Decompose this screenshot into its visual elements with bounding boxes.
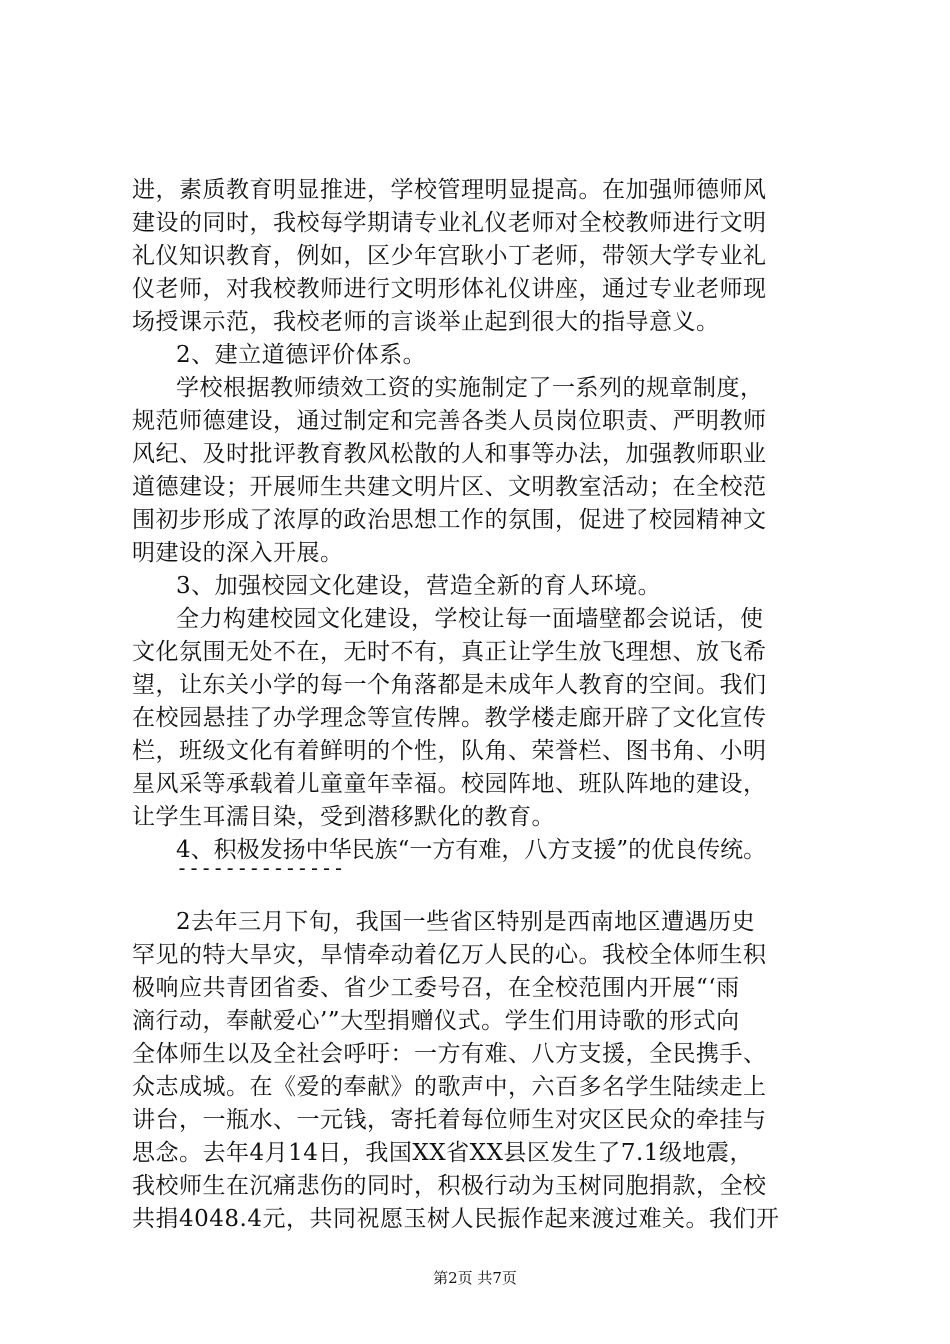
paragraph-line: 建设的同时，我校每学期请专业礼仪老师对全校教师进行文明 [132,210,767,236]
paragraph-line: 仪老师，对我校教师进行文明形体礼仪讲座，通过专业老师现 [132,276,767,302]
paragraph-line: 众志成城。在《爱的奉献》的歌声中，六百多名学生陆续走上 [132,1074,767,1100]
paragraph-line: 共捐4048.4元，共同祝愿玉树人民振作起来渡过难关。我们开 [132,1206,780,1232]
paragraph-line: 我校师生在沉痛悲伤的同时，积极行动为玉树同胞捐款，全校 [132,1173,767,1199]
paragraph-line: 规范师德建设，通过制定和完善各类人员岗位职责、严明教师 [132,408,767,434]
paragraph-line: 文化氛围无处不在，无时不有，真正让学生放飞理想、放飞希 [132,639,767,665]
paragraph-line: 思念。去年4月14日，我国XX省XX县区发生了7.1级地震， [132,1140,753,1166]
paragraph-line: 星风采等承载着儿童童年幸福。校园阵地、班队阵地的建设， [132,771,767,797]
paragraph-line: 望，让东关小学的每一个角落都是未成年人教育的空间。我们 [132,672,767,698]
paragraph-line: 2去年三月下旬，我国一些省区特别是西南地区遭遇历史 [176,909,756,935]
section-heading: 3、加强校园文化建设，营造全新的育人环境。 [176,573,662,599]
paragraph-line: 罕见的特大旱灾，旱情牵动着亿万人民的心。我校全体师生积 [132,942,767,968]
paragraph-line: 讲台，一瓶水、一元钱，寄托着每位师生对灾区民众的牵挂与 [132,1107,767,1133]
paragraph-line: 全力构建校园文化建设，学校让每一面墙壁都会说话，使 [176,606,764,632]
section-heading: 4、积极发扬中华民族“一方有难，八方支援”的优良传统。 [176,837,767,863]
paragraph-line: 围初步形成了浓厚的政治思想工作的氛围，促进了校园精神文 [132,507,767,533]
paragraph-line: 风纪、及时批评教育教风松散的人和事等办法，加强教师职业 [132,441,767,467]
paragraph-line: 在校园悬挂了办学理念等宣传牌。教学楼走廊开辟了文化宣传 [132,705,767,731]
page-number-footer: 第2页 共7页 [433,1269,517,1287]
separator-line: -------------- [176,856,345,880]
paragraph-line: 极响应共青团省委、省少工委号召，在全校范围内开展“‘雨 [132,975,740,1001]
section-heading: 2、建立道德评价体系。 [176,342,427,368]
paragraph-line: 学校根据教师绩效工资的实施制定了一系列的规章制度， [176,375,764,401]
paragraph-line: 栏，班级文化有着鲜明的个性，队角、荣誉栏、图书角、小明 [132,738,767,764]
paragraph-line: 进，素质教育明显推进，学校管理明显提高。在加强师德师风 [132,177,767,203]
paragraph-line: 让学生耳濡目染，受到潜移默化的教育。 [132,804,555,830]
paragraph-line: 滴行动，奉献爱心’”大型捐赠仪式。学生们用诗歌的形式向 [132,1008,740,1034]
paragraph-line: 全体师生以及全社会呼吁：一方有难、八方支援，全民携手、 [132,1041,767,1067]
paragraph-line: 道德建设；开展师生共建文明片区、文明教室活动；在全校范 [132,474,767,500]
paragraph-line: 明建设的深入开展。 [132,540,344,566]
paragraph-line: 礼仪知识教育，例如，区少年宫耿小丁老师，带领大学专业礼 [132,243,767,269]
paragraph-line: 场授课示范，我校老师的言谈举止起到很大的指导意义。 [132,309,720,335]
